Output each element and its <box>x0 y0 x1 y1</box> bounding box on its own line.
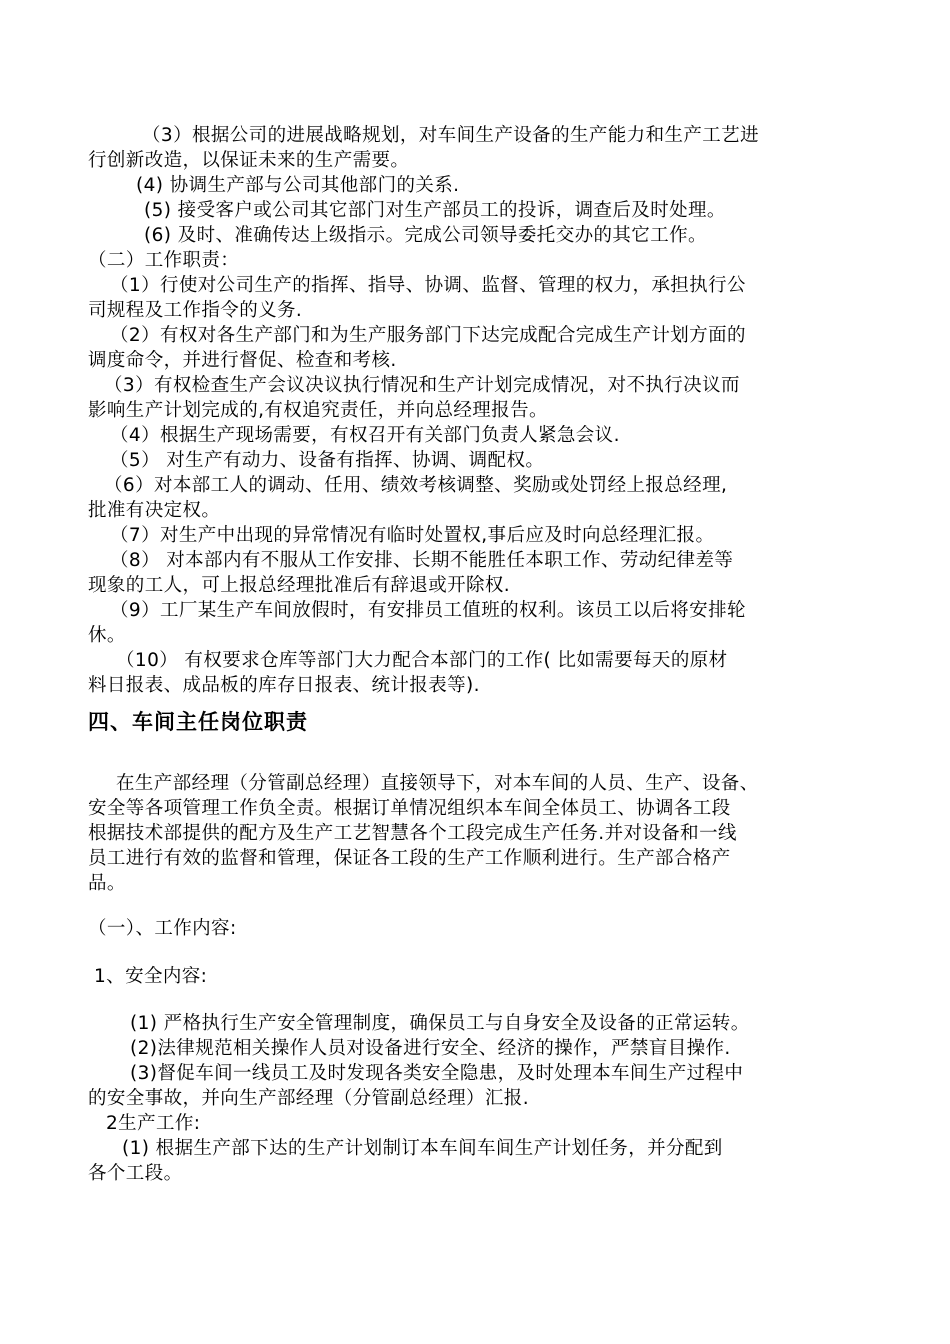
text-line: 员工进行有效的监督和管理，保证各工段的生产工作顺利进行。生产部合格产 <box>88 848 731 869</box>
text-line: （9）工厂某生产车间放假时，有安排员工值班的权利。该员工以后将安排轮 <box>110 600 746 621</box>
text-line: 各个工段。 <box>88 1163 183 1184</box>
subsection-heading-safety: 1、安全内容: <box>94 966 208 987</box>
text-line: 的安全事故，并向生产部经理（分管副总经理）汇报. <box>88 1088 529 1109</box>
text-line: （1）行使对公司生产的指挥、指导、协调、监督、管理的权力，承担执行公 <box>110 275 746 296</box>
text-line: (6) 及时、准确传达上级指示。完成公司领导委托交办的其它工作。 <box>144 225 707 246</box>
text-line: （8） 对本部内有不服从工作安排、长期不能胜任本职工作、劳动纪律差等 <box>110 550 734 571</box>
text-line: （3）根据公司的进展战略规划，对车间生产设备的生产能力和生产工艺进 <box>142 125 759 146</box>
text-line: 行创新改造，以保证未来的生产需要。 <box>88 150 410 171</box>
section-title-workshop-director: 四、车间主任岗位职责 <box>88 710 308 734</box>
text-line: 休。 <box>88 625 126 646</box>
text-line: (5) 接受客户或公司其它部门对生产部员工的投诉，调查后及时处理。 <box>144 200 726 221</box>
text-line: （5） 对生产有动力、设备有指挥、协调、调配权。 <box>110 450 545 471</box>
text-line: 调度命令，并进行督促、检查和考核. <box>88 350 397 371</box>
text-line: （6）对本部工人的调动、任用、绩效考核调整、奖励或处罚经上报总经理, <box>104 475 728 496</box>
text-line: （2）有权对各生产部门和为生产服务部门下达完成配合完成生产计划方面的 <box>110 325 746 346</box>
text-line: (1) 根据生产部下达的生产计划制订本车间车间生产计划任务，并分配到 <box>122 1138 723 1159</box>
text-line: 品。 <box>88 873 126 894</box>
text-line: 在生产部经理（分管副总经理）直接领导下，对本车间的人员、生产、设备、 <box>116 773 759 794</box>
text-line: （3）有权检查生产会议决议执行情况和生产计划完成情况，对不执行决议而 <box>104 375 740 396</box>
text-line: 批准有决定权。 <box>88 500 221 521</box>
text-line: 影响生产计划完成的,有权追究责任，并向总经理报告。 <box>88 400 548 421</box>
text-line: (3)督促车间一线员工及时发现各类安全隐患，及时处理本车间生产过程中 <box>130 1063 744 1084</box>
section-heading-work-duties: （二）工作职责： <box>88 250 240 271</box>
text-line: （7）对生产中出现的异常情况有临时处置权,事后应及时向总经理汇报。 <box>110 525 715 546</box>
text-line: 现象的工人，可上报总经理批准后有辞退或开除权. <box>88 575 511 596</box>
text-line: 司规程及工作指令的义务. <box>88 300 303 321</box>
text-line: (2)法律规范相关操作人员对设备进行安全、经济的操作，严禁盲目操作. <box>130 1038 731 1059</box>
text-line: （10） 有权要求仓库等部门大力配合本部门的工作( 比如需要每天的原材 <box>116 650 728 671</box>
text-line: (4) 协调生产部与公司其他部门的关系. <box>136 175 460 196</box>
text-line: 料日报表、成品板的库存日报表、统计报表等). <box>88 675 480 696</box>
text-line: （4）根据生产现场需要，有权召开有关部门负责人紧急会议. <box>110 425 620 446</box>
subsection-heading-production: 2生产工作: <box>106 1113 201 1134</box>
text-line: (1) 严格执行生产安全管理制度，确保员工与自身安全及设备的正常运转。 <box>130 1013 750 1034</box>
subsection-heading-work-content: （一）、工作内容: <box>88 918 237 939</box>
text-line: 根据技术部提供的配方及生产工艺智慧各个工段完成生产任务.并对设备和一线 <box>88 823 737 844</box>
text-line: 安全等各项管理工作负全责。根据订单情况组织本车间全体员工、协调各工段 <box>88 798 731 819</box>
